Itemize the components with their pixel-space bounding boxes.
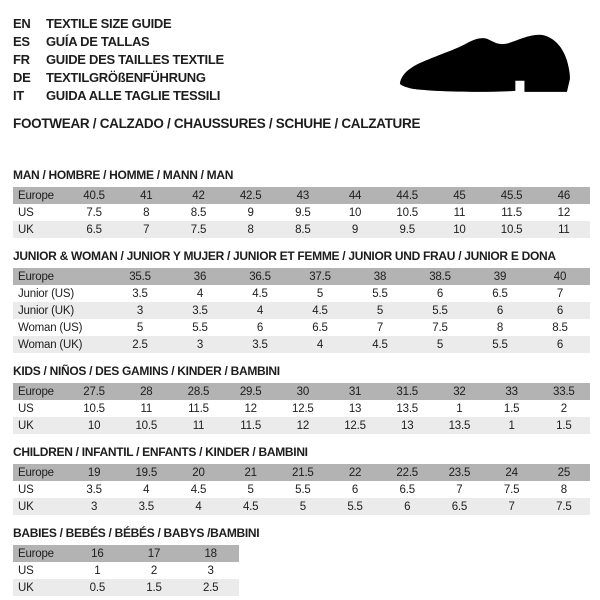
size-cell: 35.5: [129, 270, 151, 283]
table-row: [13, 302, 590, 319]
table-title-children: CHILDREN / INFANTIL / ENFANTS / KINDER / BAMBINI: [13, 445, 308, 459]
size-cell: 1: [456, 402, 463, 415]
size-cell: 12.5: [344, 419, 366, 432]
size-cell: 5.5: [372, 287, 388, 300]
size-cell: 8.5: [190, 206, 207, 219]
size-cell: 11: [558, 223, 570, 236]
size-cell: 32: [453, 385, 466, 398]
size-cell: 18: [204, 547, 217, 560]
table-section-man: [13, 168, 587, 238]
size-cell: 6: [436, 287, 444, 300]
row-label: UK: [18, 500, 34, 513]
size-cell: 7.5: [190, 223, 207, 236]
row-label: US: [18, 483, 34, 496]
row-label: UK: [18, 223, 34, 236]
language-code: DE: [13, 69, 31, 85]
size-cell: 5: [136, 321, 144, 334]
size-cell: 5: [376, 304, 384, 317]
size-cell: 11: [453, 206, 466, 219]
size-cell: 9: [247, 206, 254, 219]
row-label: Europe: [18, 385, 54, 398]
size-cell: 1.5: [503, 402, 520, 415]
size-cell: 16: [91, 547, 104, 560]
row-label: Junior (UK): [18, 304, 74, 317]
size-cell: 6: [404, 500, 411, 513]
size-cell: 4: [196, 287, 204, 300]
size-cell: 3.5: [192, 304, 208, 317]
row-label: Woman (US): [18, 321, 83, 334]
size-cell: 1: [508, 419, 515, 432]
size-cell: 30: [296, 385, 310, 398]
size-cell: 42: [192, 189, 205, 202]
size-cell: 21: [244, 466, 257, 479]
size-cell: 13.5: [396, 402, 419, 415]
size-cell: 1.5: [146, 581, 162, 594]
table-row: [13, 187, 590, 204]
size-cell: 10: [348, 206, 362, 219]
size-cell: 0.5: [89, 581, 106, 594]
size-cell: 3: [136, 304, 144, 317]
size-cell: 22.5: [396, 466, 419, 479]
size-cell: 29.5: [239, 385, 262, 398]
size-cell: 8.5: [295, 223, 311, 236]
table-row: [13, 204, 590, 221]
size-cell: 17: [147, 547, 161, 560]
size-cell: 5.5: [492, 338, 508, 351]
size-cell: 6: [496, 304, 504, 317]
language-title: GUÍA DE TALLAS: [46, 33, 150, 49]
size-table-man: [13, 187, 590, 238]
size-cell: 10.5: [396, 206, 419, 219]
size-cell: 2.5: [132, 338, 148, 351]
size-cell: 7: [456, 483, 463, 496]
table-row: [13, 481, 590, 498]
size-cell: 6.5: [399, 483, 415, 496]
size-cell: 19.5: [135, 466, 158, 479]
language-title: GUIDE DES TAILLES TEXTILE: [46, 51, 224, 67]
size-cell: 11: [192, 419, 205, 432]
size-cell: 38.5: [429, 270, 451, 283]
size-cell: 31: [348, 385, 362, 398]
table-row: [13, 383, 590, 400]
size-table-babies: [13, 545, 239, 596]
size-cell: 46: [557, 189, 571, 202]
row-label: Europe: [18, 547, 54, 560]
size-cell: 8: [560, 483, 567, 496]
table-row: [13, 221, 590, 238]
row-label: UK: [18, 419, 34, 432]
row-label: Europe: [18, 189, 54, 202]
size-cell: 10.5: [135, 419, 158, 432]
table-section-junior-woman: [13, 249, 587, 353]
size-cell: 5.5: [192, 321, 208, 334]
size-cell: 22: [348, 466, 362, 479]
size-cell: 42.5: [239, 189, 262, 202]
size-cell: 6.5: [86, 223, 102, 236]
size-cell: 25: [557, 466, 571, 479]
language-title: TEXTILGRÖßENFÜHRUNG: [46, 69, 206, 85]
size-cell: 3.5: [132, 287, 148, 300]
size-cell: 3: [207, 564, 214, 577]
size-cell: 24: [505, 466, 518, 479]
size-cell: 8.5: [552, 321, 568, 334]
size-cell: 1.5: [556, 419, 572, 432]
size-cell: 5: [299, 500, 306, 513]
size-cell: 13: [348, 402, 362, 415]
table-row: [13, 417, 590, 434]
size-cell: 33: [505, 385, 518, 398]
size-cell: 13.5: [448, 419, 471, 432]
size-cell: 4.5: [312, 304, 328, 317]
size-cell: 7: [143, 223, 150, 236]
size-cell: 7.5: [503, 483, 520, 496]
size-table-children: [13, 464, 590, 515]
row-label: UK: [18, 581, 34, 594]
size-cell: 19: [87, 466, 101, 479]
language-title: TEXTILE SIZE GUIDE: [46, 15, 172, 31]
language-code: EN: [13, 15, 31, 31]
size-cell: 33.5: [553, 385, 575, 398]
table-row: [13, 498, 590, 515]
size-tables: [13, 168, 587, 596]
table-section-children: [13, 445, 587, 515]
table-title-junior-woman: JUNIOR & WOMAN / JUNIOR Y MUJER / JUNIOR ET FEMME / JUNIOR UND FRAU / JUNIOR E DONA: [13, 249, 556, 263]
size-cell: 5: [247, 483, 254, 496]
size-cell: 41: [140, 189, 153, 202]
size-cell: 45: [453, 189, 466, 202]
size-cell: 40.5: [83, 189, 105, 202]
size-cell: 6.5: [451, 500, 468, 513]
table-section-kids: [13, 364, 587, 434]
size-cell: 11.5: [188, 402, 209, 415]
size-cell: 37.5: [309, 270, 331, 283]
size-cell: 38: [373, 270, 387, 283]
size-cell: 40: [553, 270, 567, 283]
table-row: [13, 579, 239, 596]
size-cell: 7.5: [556, 500, 572, 513]
table-title-kids: KIDS / NIÑOS / DES GAMINS / KINDER / BAMBINI: [13, 364, 280, 378]
size-cell: 4: [316, 338, 324, 351]
size-cell: 44: [348, 189, 362, 202]
size-cell: 6.5: [492, 287, 508, 300]
size-cell: 6: [556, 338, 564, 351]
size-cell: 7: [556, 287, 564, 300]
language-title: GUIDA ALLE TAGLIE TESSILI: [46, 87, 221, 103]
size-cell: 7.5: [432, 321, 448, 334]
size-cell: 21.5: [292, 466, 314, 479]
row-label: US: [18, 206, 34, 219]
size-cell: 39: [493, 270, 507, 283]
size-cell: 3.5: [252, 338, 268, 351]
size-cell: 10.5: [83, 402, 105, 415]
size-cell: 23.5: [448, 466, 471, 479]
shoe-icon: [398, 30, 572, 94]
size-cell: 5: [436, 338, 444, 351]
size-cell: 4.5: [252, 287, 268, 300]
table-title-man: MAN / HOMBRE / HOMME / MANN / MAN: [13, 168, 234, 182]
size-cell: 3: [90, 500, 98, 513]
size-cell: 6: [256, 321, 264, 334]
row-label: Europe: [18, 270, 54, 283]
size-cell: 4: [143, 483, 150, 496]
row-label: Europe: [18, 466, 54, 479]
size-cell: 4: [195, 500, 202, 513]
size-cell: 5.5: [347, 500, 363, 513]
size-cell: 12.5: [292, 402, 314, 415]
table-row: [13, 268, 590, 285]
table-row: [13, 562, 239, 579]
size-cell: 4.5: [190, 483, 207, 496]
size-table-junior-woman: [13, 268, 590, 353]
size-cell: 8: [496, 321, 504, 334]
size-cell: 5.5: [295, 483, 311, 496]
size-cell: 2: [150, 564, 158, 577]
size-cell: 2: [560, 402, 567, 415]
size-cell: 12: [244, 402, 257, 415]
size-cell: 7: [376, 321, 384, 334]
size-cell: 4.5: [372, 338, 388, 351]
size-cell: 6.5: [312, 321, 328, 334]
size-cell: 7.5: [86, 206, 102, 219]
table-row: [13, 400, 590, 417]
language-code: IT: [13, 87, 24, 103]
size-cell: 10: [87, 419, 101, 432]
size-cell: 36.5: [249, 270, 271, 283]
size-cell: 28: [140, 385, 153, 398]
size-cell: 45.5: [500, 189, 523, 202]
row-label: US: [18, 402, 34, 415]
language-code: FR: [13, 51, 30, 67]
size-cell: 36: [193, 270, 207, 283]
size-cell: 11.5: [501, 206, 522, 219]
size-cell: 8: [247, 223, 254, 236]
row-label: US: [18, 564, 34, 577]
size-table-kids: [13, 383, 590, 434]
size-cell: 2.5: [202, 581, 219, 594]
size-cell: 7: [508, 500, 515, 513]
table-row: [13, 464, 590, 481]
table-row: [13, 545, 239, 562]
size-cell: 4.5: [242, 500, 259, 513]
size-cell: 31.5: [396, 385, 419, 398]
table-title-babies: BABIES / BEBÉS / BÉBÉS / BABYS /BAMBINI: [13, 526, 260, 540]
size-cell: 13: [401, 419, 414, 432]
size-cell: 3: [196, 338, 204, 351]
size-cell: 8: [143, 206, 150, 219]
table-row: [13, 336, 590, 353]
size-cell: 10.5: [500, 223, 523, 236]
table-section-babies: [13, 526, 587, 596]
row-label: Junior (US): [18, 287, 74, 300]
size-cell: 11.5: [240, 419, 262, 432]
size-cell: 5: [316, 287, 324, 300]
table-row: [13, 319, 590, 336]
size-cell: 27.5: [83, 385, 105, 398]
size-cell: 9: [351, 223, 359, 236]
size-cell: 4: [256, 304, 264, 317]
size-cell: 9.5: [399, 223, 415, 236]
size-cell: 5.5: [432, 304, 448, 317]
size-cell: 28.5: [187, 385, 210, 398]
size-cell: 44.5: [396, 189, 419, 202]
size-cell: 12: [296, 419, 310, 432]
size-cell: 3.5: [86, 483, 102, 496]
size-cell: 3.5: [138, 500, 154, 513]
size-cell: 6: [351, 483, 359, 496]
table-row: [13, 285, 590, 302]
size-cell: 9.5: [295, 206, 311, 219]
language-code: ES: [13, 33, 30, 49]
row-label: Woman (UK): [18, 338, 83, 351]
size-cell: 6: [556, 304, 564, 317]
size-cell: 12: [557, 206, 571, 219]
size-cell: 1: [94, 564, 101, 577]
category-title: FOOTWEAR / CALZADO / CHAUSSURES / SCHUHE / CALZATURE: [13, 116, 421, 131]
size-cell: 11: [140, 402, 153, 415]
size-cell: 20: [192, 466, 205, 479]
size-cell: 10: [453, 223, 466, 236]
size-cell: 43: [296, 189, 310, 202]
